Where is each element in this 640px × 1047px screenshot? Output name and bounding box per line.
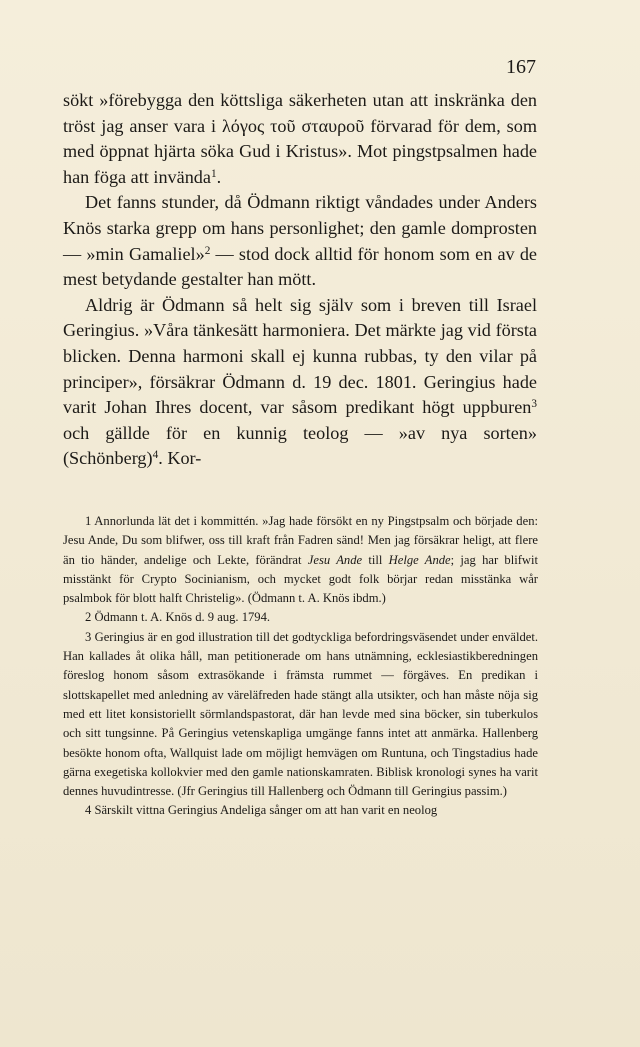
paragraph-3-text-a: Aldrig är Ödmann så helt sig själv som i breven till Israel Geringius. »Våra tänkesätt harmoniera. Det märkte jag vid första blicken. Denna harmoni skall ej kunna rubbas, ty den vilar på principer», försäkrar Ödmann d. 19 dec. 1801. Geringius hade varit Johan Ihres docent, var såsom predikant högt uppburen	[63, 294, 537, 418]
paragraph-3-text-c: . Kor-	[158, 448, 202, 469]
footnote-1-italic-2: Helge Ande	[388, 552, 451, 567]
paragraph-1-end: .	[216, 166, 222, 187]
footnote-1	[63, 512, 538, 608]
main-text	[63, 88, 537, 472]
footnote-ref-1: 1	[210, 167, 217, 180]
paragraph-1	[63, 88, 537, 190]
footnote-1-italic-1: Jesu Ande	[307, 552, 363, 567]
paragraph-2	[63, 190, 537, 292]
footnote-2: 2 Ödmann t. A. Knös d. 9 aug. 1794.	[85, 610, 271, 625]
footnote-ref-2: 2	[204, 244, 211, 257]
footnote-1-text-c: ; jag har blifwit misstänkt för Crypto Socinianism, och mycket godt folk börjar redan misstänka wår psalmbok för blott halft Christelig». (Ödmann t. A. Knös ibdm.)	[63, 552, 538, 606]
footnotes	[63, 512, 538, 821]
footnote-4: 4 Särskilt vittna Geringius Andeliga sånger om att han varit en neolog	[85, 803, 438, 818]
paragraph-3-text-b: och gällde för en kunnig teolog — »av nya sorten» (Schönberg)	[63, 422, 537, 469]
page-number: 167	[506, 56, 536, 78]
paragraph-2-text-b: — stod dock alltid för honom som en av de mest betydande gestalter han mött.	[63, 243, 537, 290]
paragraph-3	[63, 293, 537, 472]
paragraph-2-text-a: Det fanns stunder, då Ödmann riktigt våndades under Anders Knös starka grepp om hans personlighet; den gamle domprosten — »min Gamaliel»	[63, 192, 537, 264]
footnote-ref-3: 3	[531, 397, 537, 410]
footnote-1-text-b: till	[362, 552, 389, 567]
paragraph-1-text: sökt »förebygga den köttsliga säkerheten utan att inskränka den tröst jag anser vara i λόγος τοῦ σταυροῦ förvarad för dem, som med öppnat hjärta söka Gud i Kristus». Mot pingstpsalmen hade han föga att invända	[63, 90, 537, 187]
footnote-ref-4: 4	[152, 449, 159, 462]
footnote-1-text-a: 1 Annorlunda lät det i kommittén. »Jag hade försökt en ny Pingstpsalm och började den: Jesu Ande, Du som blifwer, oss till kraft från Fadren sänd! Men jag försäkrar heligt, att flere än tio händer, andelige och Lekte, förändrat	[63, 514, 538, 567]
footnote-3: 3 Geringius är en god illustration till det godtyckliga befordringsväsendet under enväldet. Han kallades åt olika håll, man petitionerade om hans utnämning, ecklesiastikberedningen föreslog honom såsom extrasökande i främsta rummet — förgäves. En predikan i slottskapellet med anledning av väreläfreden hade stängt alla utsikter, och han måste nöja sig med ett litet konsistoriellt sörmlandspastorat, där han levde med sina böcker, sin tuberkulos och sitt tungsinne. På Geringius vetenskapliga umgänge fanns intet att anmärka. Hallenberg besökte honom ofta, Wallquist lade om möjligt hemvägen om Runtuna, och Tingstadius hade gärna exegetiska kollokvier med den gamle nationskamraten. Biblisk kronologi synes ha varit dennes huvudintresse. (Jfr Geringius till Hallenberg och Ödmann till Geringius passim.)	[63, 629, 538, 799]
